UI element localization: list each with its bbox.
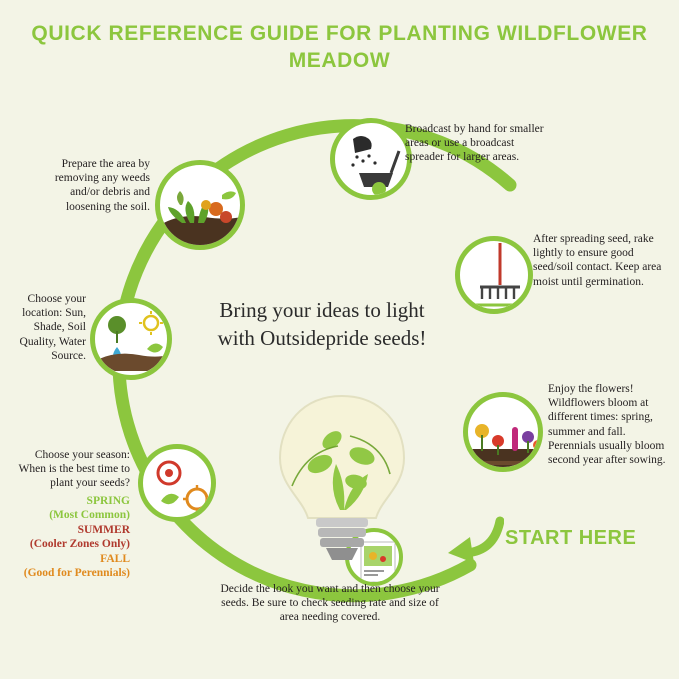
start-here-arrow-icon [440,515,504,565]
season-fall-name: FALL [100,552,130,565]
step-node-prepare-area[interactable] [155,160,245,250]
step-node-choose-season[interactable] [138,444,216,522]
caption-decide-look: Decide the look you want and then choose your seeds. Be sure to check seeding rate and size of area needing covered. [220,583,440,624]
slogan-line-1: Bring your ideas to light [219,298,425,322]
caption-prepare-area: Prepare the area by removing any weeds and/or debris and loosening the soil. [54,158,150,213]
season-fall-note: (Good for Perennials) [23,567,130,580]
flower-bed-icon [468,397,538,467]
step-node-enjoy-flowers[interactable] [463,392,543,472]
caption-choose-location: Choose your location: Sun, Shade, Soil Quality, Water Source. [19,293,86,362]
sun-shade-soil-water-icon [95,303,167,375]
caption-rake-lightly: After spreading seed, rake lightly to ensure good seed/soil contact. Keep area moist until germination. [533,233,662,288]
page-title: QUICK REFERENCE GUIDE FOR PLANTING WILDFLOWER MEADOW [31,22,648,72]
lightbulb-illustration [262,378,422,583]
hand-sowing-spreader-icon [335,123,407,195]
season-spring-note: (Most Common) [49,509,130,522]
seasons-icon [143,449,211,517]
step-node-broadcast-seed[interactable] [330,118,412,200]
slogan-line-2: with Outsidepride seeds! [217,326,427,350]
caption-choose-season [12,448,130,581]
season-list [12,494,130,581]
choose-season-question: Choose your season: When is the best time to plant your seeds? [18,449,130,490]
caption-broadcast-seed: Broadcast by hand for smaller areas or use a broadcast spreader for larger areas. [405,123,544,164]
slogan [172,296,472,352]
season-spring-name: SPRING [86,494,130,507]
caption-enjoy-flowers: Enjoy the flowers! Wildflowers bloom at different times: spring, summer and fall. Perennials usually bloom second year after sowing. [548,383,666,467]
season-summer-name: SUMMER [77,523,130,536]
start-here-label: START HERE [505,527,637,549]
season-summer-note: (Cooler Zones Only) [29,538,130,551]
step-node-choose-location[interactable] [90,298,172,380]
weeds-and-soil-icon [160,165,240,245]
